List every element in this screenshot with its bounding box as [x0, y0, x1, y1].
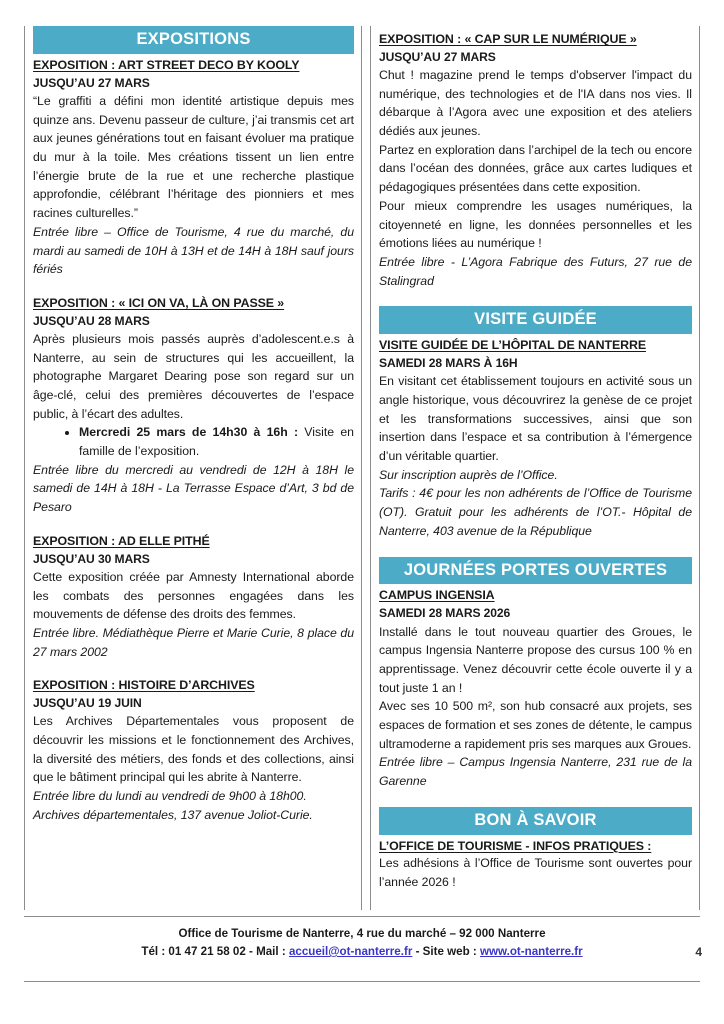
- section-spacer: [379, 290, 692, 306]
- section-title: EXPOSITION : ART STREET DECO BY KOOLY: [33, 57, 300, 72]
- section-body-1: Installé dans le tout nouveau quartier des Groues, le campus Ingensia Nanterre propose des cursus 100 % en apprentissage. Venez découvrir cette école ouverte il y a tout juste 1 an !: [379, 624, 692, 695]
- email-link[interactable]: accueil@ot-nanterre.fr: [288, 944, 413, 958]
- section-date: JUSQU’AU 27 MARS: [33, 75, 150, 90]
- section-date: SAMEDI 28 MARS À 16H: [379, 356, 518, 370]
- expositions-banner: EXPOSITIONS: [33, 26, 354, 54]
- section-body-2: Partez en exploration dans l’archipel de la tech ou encore dans l’océan des données, grâce aux cartes ludiques et pédagogiques présentées dans cette exposition.: [379, 142, 692, 195]
- footer-phone-label: Tél : 01 47 21 58 02 - Mail :: [141, 944, 289, 958]
- section-info-2: Tarifs : 4€ pour les non adhérents de l’Office de Tourisme (OT). Gratuit pour les adhérents de l’OT.- Hôpital de Nanterre, 403 avenue de la République: [379, 486, 692, 538]
- section-title: L’OFFICE DE TOURISME - INFOS PRATIQUES :: [379, 838, 652, 853]
- list-item: [79, 423, 354, 460]
- section-visite-guidee-hopital: [379, 337, 692, 540]
- section-ici-on-va: [33, 295, 354, 517]
- footer-address: Office de Tourisme de Nanterre, 4 rue du marché – 92 000 Nanterre: [178, 927, 546, 940]
- section-campus-ingensia: [379, 587, 692, 790]
- section-spacer: [379, 791, 692, 807]
- section-body: Les adhésions à l’Office de Tourisme sont ouvertes pour l’année 2026 !: [379, 856, 692, 890]
- section-title: CAMPUS INGENSIA: [379, 588, 495, 603]
- section-spacer: [379, 541, 692, 557]
- section-body: En visitant cet établissement toujours en activité sous un angle historique, vous découvrirez la genèse de ce projet et les transformations successives, ainsi que son insertion dans l’espace et sa contribution à l’émergence d’un véritable quartier.: [379, 374, 692, 464]
- section-body: Cette exposition créée par Amnesty International aborde les combats des personnes engagées dans les mouvements de défense des droits des femmes.: [33, 569, 354, 622]
- bullet-highlight: Mercredi 25 mars de 14h30 à 16h :: [79, 425, 299, 440]
- footer-content: [24, 917, 700, 961]
- section-histoire-archives: [33, 677, 354, 824]
- section-bullet-list: [33, 423, 354, 460]
- section-spacer: [33, 661, 354, 674]
- page-number: 4: [695, 945, 702, 959]
- section-date: JUSQU’AU 27 MARS: [379, 49, 496, 64]
- section-date: JUSQU’AU 30 MARS: [33, 551, 150, 566]
- footer-divider-bottom: [24, 981, 700, 982]
- section-info: Entrée libre – Campus Ingensia Nanterre, 231 rue de la Garenne: [379, 755, 692, 789]
- section-art-street-deco: [33, 57, 354, 279]
- section-body-2: Avec ses 10 500 m², son hub consacré aux projets, ses espaces de formation et ses zones de détente, le campus ultramoderne a rapidement pris ses marques aux Groues.: [379, 699, 692, 751]
- section-body-3: Pour mieux comprendre les usages numériques, la citoyenneté en ligne, les données personnelles et les émotions liées au numérique !: [379, 198, 692, 251]
- website-link[interactable]: www.ot-nanterre.fr: [480, 944, 583, 958]
- section-infos-pratiques: [379, 838, 692, 892]
- journees-portes-ouvertes-banner: JOURNÉES PORTES OUVERTES: [379, 557, 692, 585]
- bon-a-savoir-banner: BON À SAVOIR: [379, 807, 692, 835]
- footer-contact-line: [24, 943, 700, 961]
- section-spacer: [33, 517, 354, 530]
- section-ad-elle-pithe: [33, 533, 354, 661]
- section-info-1: Sur inscription auprès de l’Office.: [379, 467, 558, 482]
- section-title: EXPOSITION : « ICI ON VA, LÀ ON PASSE »: [33, 295, 285, 310]
- section-title: EXPOSITION : AD ELLE PITHÉ: [33, 533, 210, 548]
- section-info: Entrée libre. Médiathèque Pierre et Marie Curie, 8 place du 27 mars 2002: [33, 625, 354, 659]
- section-date: JUSQU’AU 19 JUIN: [33, 696, 142, 711]
- section-info: Entrée libre du mercredi au vendredi de 12H à 18H le samedi de 14H à 18H - La Terrasse Espace d’Art, 3 bd de Pesaro: [33, 462, 354, 515]
- section-info-secondary: Archives départementales, 137 avenue Joliot-Curie.: [33, 807, 313, 822]
- footer-website-label: - Site web :: [412, 944, 480, 958]
- bullet-text: Visite en famille de l’exposition.: [79, 425, 355, 459]
- section-date: JUSQU’AU 28 MARS: [33, 313, 150, 328]
- visite-guidee-banner: VISITE GUIDÉE: [379, 306, 692, 334]
- section-title: VISITE GUIDÉE DE L’HÔPITAL DE NANTERRE: [379, 338, 646, 353]
- section-body: Les Archives Départementales vous proposent de découvrir les missions et le fonctionnement des Archives, la diversité des métiers, des fonds et des collections, ainsi que le bâtiment principal qui les abrite à Nanterre.: [33, 714, 354, 785]
- left-column: [24, 26, 362, 910]
- section-date: SAMEDI 28 MARS 2026: [379, 606, 511, 621]
- section-body: “Le graffiti a défini mon identité artistique depuis mes quinze ans. Devenu passeur de culture, j’ai transmis cet art aux jeunes générations tout en faisant évoluer ma pratique du mur à la toile. Mes créations tissent un lien entre l’énergie brute de la rue et une recherche plastique approfondie, célébrant l’héritage des pionniers et mes racines culturelles.”: [33, 94, 354, 221]
- section-info: Entrée libre - L’Agora Fabrique des Futurs, 27 rue de Stalingrad: [379, 254, 692, 288]
- section-body-1: Chut ! magazine prend le temps d'observer l'impact du numérique, des technologies et de l'IA dans nos vies. Il débarque à l’Agora avec une exposition et des ateliers dédiés aux jeunes.: [379, 68, 692, 139]
- section-spacer: [33, 279, 354, 292]
- section-info: Entrée libre du lundi au vendredi de 9h00 à 18h00.: [33, 789, 307, 804]
- two-column-layout: [24, 26, 700, 910]
- page-footer: [24, 916, 700, 1024]
- section-body: Après plusieurs mois passés auprès d’adolescent.e.s à Nanterre, au sein de structures qui les accueillent, la photographe Margaret Dearing pose son regard sur un âge-clé, celui des premières découvertes de l’espace public, à l’écart des adultes.: [33, 331, 354, 421]
- right-column: [370, 26, 700, 910]
- section-title: EXPOSITION : « CAP SUR LE NUMÉRIQUE »: [379, 32, 637, 46]
- section-info: Entrée libre – Office de Tourisme, 4 rue du marché, du mardi au samedi de 10H à 13H et de 14H à 18H sauf jours fériés: [33, 224, 354, 277]
- section-title: EXPOSITION : HISTOIRE D’ARCHIVES: [33, 678, 255, 693]
- section-cap-sur-le-numerique: [379, 31, 692, 290]
